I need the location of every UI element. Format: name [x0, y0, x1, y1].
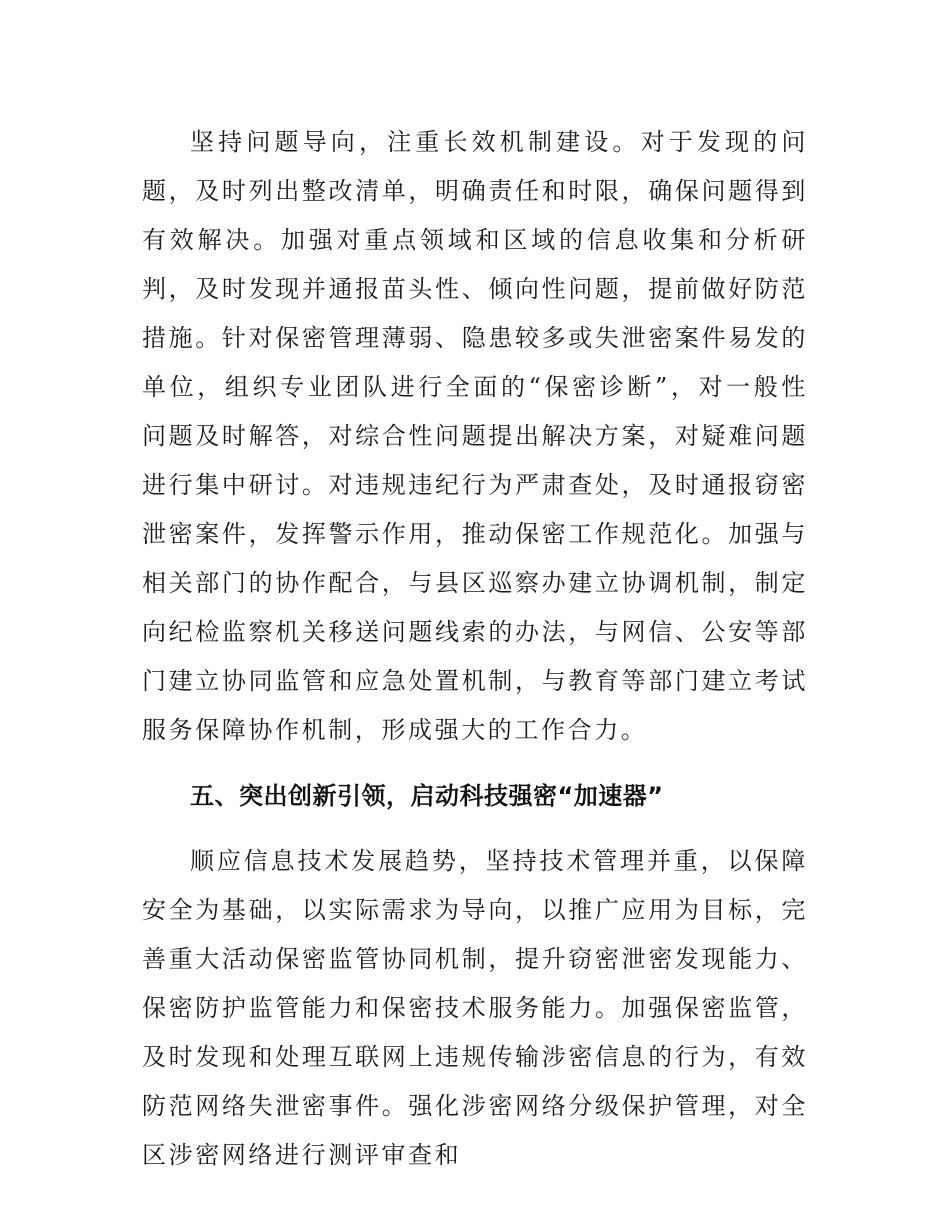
- body-paragraph: 顺应信息技术发展趋势，坚持技术管理并重，以保障安全为基础，以实际需求为导向，以推广应用为目标，完善重大活动保密监管协同机制，提升窃密泄密发现能力、保密防护监管能力和保密技术服务能力。加强保密监管，及时发现和处理互联网上违规传输涉密信息的行为，有效防范网络失泄密事件。强化涉密网络分级保护管理，对全区涉密网络进行测评审查和: [142, 847, 808, 1169]
- section-heading: 五、突出创新引领，启动科技强密“加速器”: [190, 782, 664, 810]
- document-body: [142, 118, 808, 1180]
- body-paragraph: 坚持问题导向，注重长效机制建设。对于发现的问题，及时列出整改清单，明确责任和时限，确保问题得到有效解决。加强对重点领域和区域的信息收集和分析研判，及时发现并通报苗头性、倾向性问题，提前做好防范措施。针对保密管理薄弱、隐患较多或失泄密案件易发的单位，组织专业团队进行全面的“保密诊断”，对一般性问题及时解答，对综合性问题提出解决方案，对疑难问题进行集中研讨。对违规违纪行为严肃查处，及时通报窃密泄密案件，发挥警示作用，推动保密工作规范化。加强与相关部门的协作配合，与县区巡察办建立协调机制，制定向纪检监察机关移送问题线索的办法，与网信、公安等部门建立协同监管和应急处置机制，与教育等部门建立考试服务保障协作机制，形成强大的工作合力。: [142, 128, 808, 744]
